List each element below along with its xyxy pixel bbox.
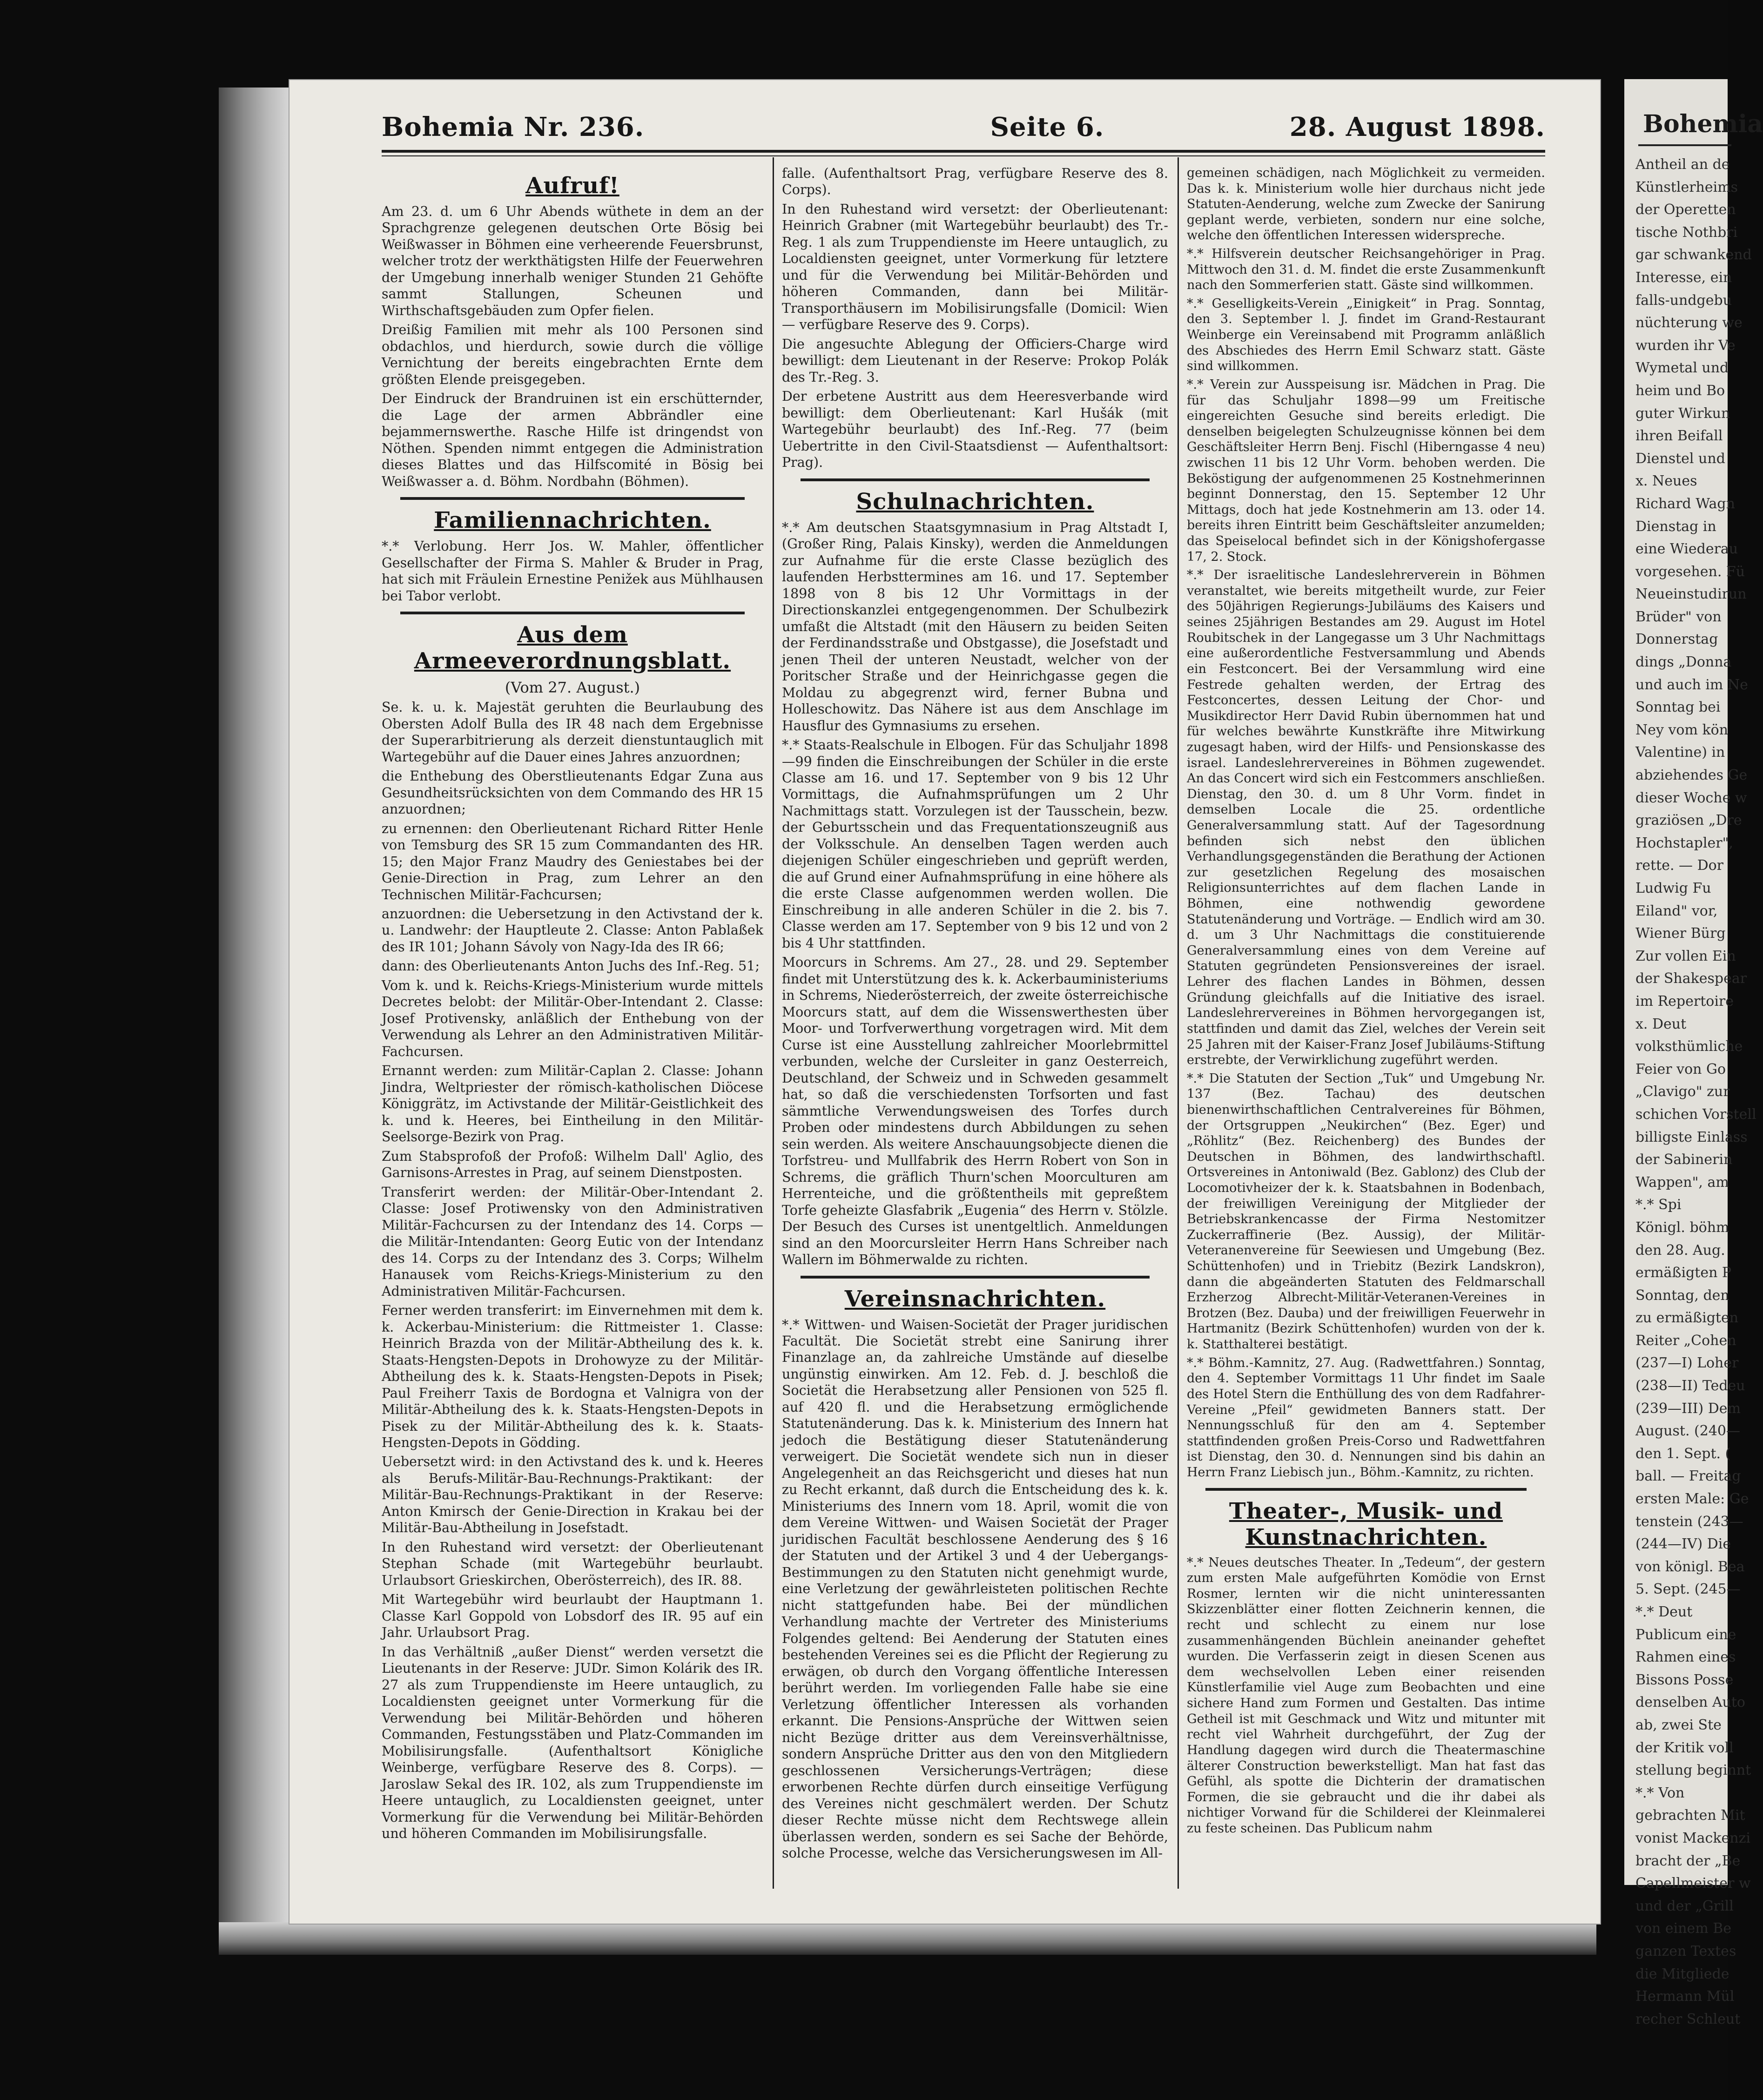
- article-paragraph: *.* Wittwen- und Waisen-Societät der Prager juridischen Facultät. Die Societät strebt eine Sanirung ihrer Finanzlage an, da zahlreiche Umstände auf dieselbe ungünstig einwirken. Am 12. Feb. d. J. beschloß die Societät die Herabsetzung aller Pensionen von 525 fl. auf 420 fl. und die Herabsetzung ermöglichende Statutenänderung. Das k. k. Ministerium des Innern hat jedoch die Bestätigung dieser Statutenänderung verweigert. Die Societät wendete sich nun in dieser Angelegenheit an das Reichsgericht und dieses hat nun zu Recht erkannt, daß durch die Entscheidung des k. k. Ministeriums des Innern vom 18. April, womit die von dem Vereine Wittwen- und Waisen Societät der Prager juridischen Facultät beschlossene Aenderung des § 16 der Statuten und der Artikel 3 und 4 der Uebergangs-Bestimmungen zu den Statuten nicht genehmigt wurde, eine Verletzung der gewährleisteten politischen Rechte nicht stattgefunden habe. Bei der mündlichen Verhandlung machte der Vertreter des Ministeriums Folgendes geltend: Bei Aenderung der Statuten eines bestehenden Vereines sei es die Pflicht der Regierung zu erwägen, ob durch den Vorgang öffentliche Interessen berührt werden. Im vorliegenden Falle habe sie eine Verletzung öffentlicher Interessen als vorhanden erkannt. Die Pensions-Ansprüche der Wittwen seien nicht Bezüge dritter aus dem Vereinsverhältnisse, sondern Ansprüche Dritter aus den von den Mitgliedern geschlossenen Versicherungs-Verträgen; diese erworbenen Rechte dürfen durch einseitige Verfügung des Vereines nicht geschmälert werden. Der Schutz dieser Rechte müsse nicht dem Rechtswege allein überlassen werden, sondern es sei Sache der Behörde, solche Processe, welche das Versicherungswesen im All-: [782, 1317, 1168, 1861]
- next-page-text-line: der Kritik voll: [1635, 1739, 1734, 1756]
- section-heading-theater: Theater-, Musik- und Kunstnachrichten.: [1229, 1498, 1503, 1550]
- next-page-text-line: Ludwig Fu: [1635, 880, 1711, 896]
- next-page-text-line: nüchterung we: [1635, 315, 1743, 331]
- next-page-text-line: Dienstag in: [1635, 518, 1716, 535]
- next-page-text-line: x. Neues: [1635, 473, 1697, 490]
- article-paragraph: *.* Der israelitische Landeslehrerverein in Böhmen veranstaltet, wie bereits mitgetheilt wurde, zur Feier des 50jährigen Regierungs-Jubiläums des Kaisers und seines 25jährigen Bestandes am 29. August im Hotel Roubitschek in der Langegasse um 3 Uhr Nachmittags eine außerordentliche Festversammlung und Abends ein Festconcert. Bei der Versammlung wird eine Festrede gehalten werden, der Ertrag des Festconcertes, dessen Leitung der Chor- und Musikdirector Herr David Rubin übernommen hat und für welches bewährte Kunstkräfte ihre Mitwirkung zugesagt haben, wird der Hilfs- und Pensionskasse des israel. Landeslehrervereines in Böhmen zugewendet. An das Concert wird sich ein Festcommers anschließen. Dienstag, den 30. d. um 8 Uhr Vorm. findet in demselben Locale die 25. ordentliche Generalversammlung statt. Auf der Tagesordnung befinden sich nebst den üblichen Verhandlungsgegenständen die Berathung der Actionen zur gesetzlichen Regelung des mosaischen Religionsunterrichtes auf dem flachen Lande in Böhmen, eine nothwendig gewordene Statutenänderung und Vorträge. — Endlich wird am 30. d. um 3 Uhr Nachmittags die constituierende Generalversammlung eines von dem Vereine auf Statuten gegründeten Pensionsvereines der israel. Lehrer des flachen Landes in Böhmen, dessen Gründung gleichfalls auf die Initiative des israel. Landeslehrervereines in Böhmen hervorgegangen ist, stattfinden und damit das Ziel, welches der Verein seit 25 Jahren mit der Kaiser-Franz Josef Jubiläums-Stiftung erstrebte, der Verwirklichung zugeführt werden.: [1187, 568, 1546, 1068]
- page-number: Seite 6.: [990, 112, 1104, 142]
- section-heading-familiennachrichten: Familiennachrichten.: [434, 507, 711, 534]
- article-paragraph: Uebersetzt wird: in den Activstand des k. und k. Heeres als Berufs-Militär-Bau-Rechnungs-Praktikant: der Militär-Bau-Rechnungs-Praktikant in der Reserve: Anton Kmirsch der Genie-Direction in Krakau bei der Militär-Bau-Abtheilung in Josefstadt.: [382, 1454, 763, 1536]
- next-page-text-line: Sonntag bei: [1635, 699, 1721, 716]
- article-paragraph: die Enthebung des Oberstlieutenants Edgar Zuna aus Gesundheitsrücksichten von dem Commando des HR 15 anzuordnen;: [382, 768, 763, 817]
- article-paragraph: Ernannt werden: zum Militär-Caplan 2. Classe: Johann Jindra, Weltpriester der römisch-katholischen Diöcese Königgrätz, im Activstande der Militär-Geistlichkeit des k. und k. Heeres, bei Eintheilung in den Militär-Seelsorge-Bezirk von Prag.: [382, 1063, 763, 1145]
- next-page-text-line: (237—I) Loher: [1635, 1355, 1739, 1372]
- section-heading-aufruf: Aufruf!: [525, 173, 619, 199]
- article-paragraph: Moorcurs in Schrems. Am 27., 28. und 29. September findet mit Unterstützung des k. k. Ackerbauministeriums in Schrems, Niederösterreich, der zweite österreichische Moorcurs statt, auf dem die Wissenswerthesten über Moor- und Torfverwerthung vorgetragen wird. Mit dem Curse ist eine Ausstellung zahlreicher Moorlebrmittel verbunden, welche der Cursleiter in ganz Oesterreich, Deutschland, der Schweiz und in Schweden gesammelt hat, so daß die verschiedensten Torfsorten und fast sämmtliche Verwendungsweisen des Torfes durch Proben oder mindestens durch Abbildungen zu sehen sein werden. Als weitere Anschauungsobjecte dienen die Torfstreu- und Mullfabrik des Herrn Robert von Son in Schrems, die gräflich Thurn'schen Moorculturen am Herrenteiche, und die größtentheils mit gepreßtem Torfe geheizte Glasfabrik „Eugenia“ des Herrn v. Stölzle. Der Besuch des Curses ist unentgeltlich. Anmeldungen sind an den Moorcursleiter Herrn Hans Schreiber nach Wallern im Böhmerwalde zu richten.: [782, 955, 1168, 1268]
- next-page-text-line: falls-undgebu: [1635, 292, 1732, 309]
- next-page-text-line: graziösen „Dre: [1635, 812, 1742, 829]
- article-paragraph: *.* Neues deutsches Theater. In „Tedeum“, der gestern zum ersten Male aufgeführten Komödie von Ernst Rosmer, lernten wir die nicht uninteressanten Skizzenblätter einer flotten Zeichnerin kennen, die recht und schlecht zu einem nur lose zusammenhängenden Büchlein aneinander geheftet wurden. Die Verfasserin zeigt in diesen Scenen aus dem wechselvollen Leben einer reisenden Künstlerfamilie viel Auge zum Beobachten und eine sichere Hand zum Formen und Gestalten. Das intime Getheil ist mit Geschmack und Witz und mitunter mit recht viel Wahrheit durchgeführt, der Zug der Handlung dagegen wird durch die Theatermaschine älterer Construction bewerkstelligt. Man hat fast das Gefühl, als spotte die Dichterin der dramatischen Formen, die sie gebraucht und die ihr dabei als nichtiger Vorwand für die Schilderei der Kleinmalerei zu feste scheinen. Das Publicum nahm: [1187, 1555, 1545, 1836]
- article-paragraph: *.* Am deutschen Staatsgymnasium in Prag Altstadt I, (Großer Ring, Palais Kinsky), werden die Anmeldungen zur Aufnahme für die erste Classe bezüglich des laufenden Herbsttermines am 16. und 17. September 1898 von 8 bis 12 Uhr Vormittags in der Directionskanzlei entgegengenommen. Der Schulbezirk umfaßt die Altstadt (mit den Häusern zu beiden Seiten der Ferdinandsstraße und Obstgasse), die Josefstadt und jenen Theil der unteren Neustadt, welcher von der Poritscher Straße und der Heinrichgasse gegen die Moldau zu abgegrenzt wird, ferner Bubna und Holleschowitz. Das Nähere ist aus dem Anschlage im Hausflur des Gymnasiums zu ersehen.: [782, 519, 1168, 734]
- next-page-text-line: Richard Wagn: [1635, 495, 1735, 512]
- next-page-text-line: billigste Einlass: [1635, 1129, 1748, 1145]
- next-page-text-line: Rahmen eines: [1635, 1649, 1736, 1666]
- next-page-text-line: x. Deut: [1635, 1016, 1687, 1032]
- column-1: [382, 165, 763, 1845]
- header-rule: [1638, 144, 1731, 146]
- header-rule: [382, 150, 1545, 153]
- next-page-text-line: ab, zwei Ste: [1635, 1716, 1722, 1733]
- next-page-text-line: 5. Sept. (245—: [1635, 1581, 1741, 1598]
- next-page-text-line: *.* Von: [1635, 1784, 1685, 1801]
- next-page-text-line: ball. — Freitag: [1635, 1468, 1741, 1485]
- article-paragraph: Se. k. u. k. Majestät geruhten die Beurlaubung des Obersten Adolf Bulla des IR 48 nach dem Ergebnisse der Superarbitrierung als derzeit dienstuntauglich mit Wartegebühr auf die Dauer eines Jahres anzuordnen;: [382, 700, 763, 765]
- article-paragraph: Vom k. und k. Reichs-Kriegs-Ministerium wurde mittels Decretes belobt: der Militär-Ober-Intendant 2. Classe: Josef Protivensky, anläßlich der Enthebung von der Verwendung als Lehrer an den Administrativen Militär-Fachcursen.: [382, 977, 763, 1059]
- next-page-text-line: ganzen Textes: [1635, 1943, 1736, 1959]
- section-divider: [400, 612, 745, 614]
- next-page-text-line: Bissons Posse: [1635, 1671, 1734, 1688]
- article-paragraph: In den Ruhestand wird versetzt: der Oberlieutenant Stephan Schade (mit Wartegebühr beurlaubt. Urlaubsort Grieskirchen, Oberösterreich), des IR. 88.: [382, 1539, 763, 1588]
- section-heading-schulnachrichten: Schulnachrichten.: [856, 488, 1094, 515]
- next-page-text-line: Publicum eine: [1635, 1626, 1736, 1643]
- article-paragraph: *.* Hilfsverein deutscher Reichsangehöriger in Prag. Mittwoch den 31. d. M. findet die erste Zusammenkunft nach den Sommerferien statt. Gäste sind willkommen.: [1187, 247, 1545, 293]
- next-page-text-column: [1635, 154, 1756, 2031]
- next-page-text-line: Künstlerheims: [1635, 179, 1738, 195]
- next-page-text-line: der Operetten: [1635, 202, 1736, 218]
- next-page-text-line: die Mitgliede: [1635, 1965, 1729, 1982]
- article-paragraph: anzuordnen: die Uebersetzung in den Activstand der k. u. Landwehr: der Hauptleute 2. Classe: Anton Pablaßek des IR 101; Johann Sávoly von Nagy-Ida des IR 66;: [382, 906, 763, 955]
- next-page-text-line: stellung beginnt: [1635, 1762, 1751, 1779]
- article-paragraph: Am 23. d. um 6 Uhr Abends wüthete in dem an der Sprachgrenze gelegenen deutschen Orte Bösig bei Weißwasser in Böhmen eine verheerende Feuersbrunst, welcher trotz der werkthätigsten Hilfe der Feuerwehren der Umgebung innerhalb weniger Stunden 21 Gehöfte sammt Stallungen, Scheunen und Wirthschaftsgebäuden zum Opfer fielen.: [382, 204, 763, 318]
- next-page-text-line: schichen Vorstell: [1635, 1106, 1756, 1123]
- newspaper-page: [289, 79, 1601, 1925]
- next-page-text-line: tische Nothbri: [1635, 224, 1738, 241]
- issue-date: 28. August 1898.: [1289, 112, 1545, 142]
- next-page-text-line: ihren Beifall: [1635, 428, 1723, 444]
- next-page-text-line: heim und Bo: [1635, 382, 1725, 399]
- next-page-text-line: vonist Mackenzi: [1635, 1830, 1750, 1846]
- section-divider: [801, 1276, 1150, 1279]
- next-page-text-line: dings „Donna: [1635, 654, 1732, 671]
- section-divider: [1205, 1488, 1527, 1491]
- next-page-text-line: Zur vollen Ein: [1635, 948, 1736, 964]
- section-heading-vereinsnachrichten: Vereinsnachrichten.: [844, 1286, 1106, 1312]
- next-page-text-line: eine Wiederau: [1635, 541, 1738, 558]
- next-page-text-line: *.* Spi: [1635, 1197, 1682, 1213]
- article-paragraph: Dreißig Familien mit mehr als 100 Personen sind obdachlos, und hierdurch, sowie durch die völlige Vernichtung der bereits eingebrachten Ernte dem größten Elende preisgegeben.: [382, 322, 763, 387]
- column-rule: [1178, 157, 1179, 1889]
- next-page-text-line: und auch im Ne: [1635, 676, 1748, 693]
- article-paragraph: *.* Staats-Realschule in Elbogen. Für das Schuljahr 1898—99 finden die Einschreibungen der Schüler in die erste Classe am 16. und 17. September von 9 bis 12 Uhr Vormittags, die Aufnahmsprüfungen um 2 Uhr Nachmittags statt. Vorzulegen ist der Tausschein, bezw. der Geburtsschein und das Frequentationszeugniß aus der Volksschule. An denselben Tagen werden auch diejenigen Schüler eingeschrieben und geprüft werden, die auf Grund einer Aufnahmsprüfung in eine höhere als die erste Classe aufgenommen werden wollen. Die Einschreibung in alle anderen Schüler in die 2. bis 7. Classe werden am 17. September von 9 bis 12 und von 2 bis 4 Uhr stattfinden.: [782, 737, 1168, 951]
- next-page-text-line: Capellmeister w: [1635, 1875, 1751, 1892]
- section-divider: [400, 497, 745, 500]
- next-page-masthead: Bohemia: [1643, 110, 1763, 138]
- next-page-text-line: Feier von Go: [1635, 1061, 1726, 1077]
- next-page-text-line: Hermann Mül: [1635, 1988, 1735, 2005]
- next-page-text-line: der Sabinerin: [1635, 1151, 1733, 1168]
- next-page-text-line: Hochstapler",: [1635, 835, 1733, 851]
- next-page-text-line: Neueinstudirun: [1635, 586, 1747, 603]
- next-page-text-line: vorgesehen. Fü: [1635, 563, 1745, 580]
- section-divider: [801, 478, 1150, 481]
- article-paragraph: Die angesuchte Ablegung der Officiers-Charge wird bewilligt: dem Lieutenant in der Reserve: Prokop Polák des Tr.-Reg. 3.: [782, 336, 1168, 385]
- next-page-text-line: Brüder" von: [1635, 608, 1722, 625]
- next-page-text-line: August. (240—: [1635, 1423, 1740, 1440]
- next-page-text-line: zu ermäßigten: [1635, 1310, 1739, 1326]
- next-page-text-line: Sonntag, den: [1635, 1287, 1729, 1304]
- next-page-text-line: gebrachten Mit: [1635, 1807, 1745, 1824]
- next-page-text-line: den 1. Sept. (: [1635, 1445, 1731, 1462]
- article-paragraph: Der erbetene Austritt aus dem Heeresverbande wird bewilligt: dem Oberlieutenant: Karl Hušák (mit Wartegebühr beurlaubt) des Inf.-Reg. 77 (beim Uebertritte in den Civil-Staatsdienst — Aufenthaltsort: Prag).: [782, 389, 1168, 471]
- next-page-text-line: im Repertoire: [1635, 993, 1734, 1010]
- next-page-text-line: Königl. böhm: [1635, 1219, 1729, 1236]
- section-heading-armeeverordnungsblatt: Aus dem Armeeverordnungsblatt.: [414, 622, 731, 674]
- next-page-text-line: tenstein (243—: [1635, 1513, 1743, 1530]
- next-page-text-line: Wappen", am: [1635, 1174, 1729, 1191]
- next-page-text-line: Eiland" vor,: [1635, 902, 1718, 919]
- next-page-text-line: volksthümliche: [1635, 1038, 1743, 1055]
- next-page-text-line: rette. — Dor: [1635, 857, 1724, 874]
- next-page-text-line: Valentine) in: [1635, 744, 1725, 761]
- next-page-text-line: dieser Woche w: [1635, 789, 1747, 806]
- next-page-text-line: guter Wirkun: [1635, 405, 1730, 422]
- next-page-text-line: (238—II) Tedeu: [1635, 1378, 1745, 1394]
- next-page-text-line: Wymetal und: [1635, 360, 1729, 377]
- next-page-text-line: Donnerstag: [1635, 631, 1718, 648]
- next-page-text-line: gar schwankend: [1635, 247, 1752, 263]
- next-page-text-line: Ney vom kön: [1635, 721, 1729, 738]
- next-page-text-line: ermäßigten P: [1635, 1265, 1732, 1281]
- masthead-title: Bohemia Nr. 236.: [382, 112, 645, 142]
- article-paragraph: zu ernennen: den Oberlieutenant Richard Ritter Henle von Temsburg des SR 15 zum Commandanten des HR. 15; den Major Franz Maudry des Geniestabes bei der Genie-Direction in Prag, zum Lehrer an den Technischen Militär-Fachcursen;: [382, 821, 763, 902]
- next-page-text-line: Wiener Bürg: [1635, 925, 1726, 942]
- next-page-text-line: Interesse, ein: [1635, 269, 1732, 286]
- next-page-text-line: von einem Be: [1635, 1920, 1732, 1937]
- next-page-text-line: denselben Auto: [1635, 1694, 1745, 1711]
- article-paragraph: *.* Böhm.-Kamnitz, 27. Aug. (Radwettfahren.) Sonntag, den 4. September Vormittags 11 Uhr findet im Saale des Hotel Stern die Enthüllung des von dem Radfahrer-Vereine „Pfeil“ gewidmeten Banners statt. Der Nennungsschluß für den am 4. September stattfindenden großen Preis-Corso und Radwettfahren ist Dienstag, den 30. d. Nennungen sind bis dahin an Herrn Franz Liebisch jun., Böhm.-Kamnitz, zu richten.: [1187, 1355, 1545, 1480]
- column-rule: [773, 157, 774, 1889]
- section-subheading: (Vom 27. August.): [505, 679, 640, 697]
- next-page-text-line: recher Schleut: [1635, 2011, 1741, 2027]
- article-paragraph: In das Verhältniß „außer Dienst“ werden versetzt die Lieutenants in der Reserve: JUDr. Simon Kolárik des IR. 27 als zum Truppendienste im Heere untauglich, zu Localdiensten geeignet unter Vormerkung für die Verwendung bei Militär-Behörden und höheren Commanden, Festungsstäben und Platz-Commanden im Mobilisirungsfalle. (Aufenthaltsort Königliche Weinberge, verfügbare Reserve des 8. Corps). — Jaroslaw Sekal des IR. 102, als zum Truppendienste im Heere untauglich, zu Localdiensten geeignet, unter Vormerkung für die Verwendung bei Militär-Behörden und höheren Commanden im Mobilisirungsfalle.: [382, 1644, 763, 1842]
- article-paragraph: Transferirt werden: der Militär-Ober-Intendant 2. Classe: Josef Protiwensky von den Administrativen Militär-Fachcursen zu der Intendanz des 14. Corps — die Militär-Intendanten: Georg Eutic von der Intendanz des 14. Corps zu der Intendanz des 3. Corps; Wilhelm Hanausek vom Reichs-Kriegs-Ministerium zu den Administrativen Militär-Fachcursen.: [382, 1184, 763, 1299]
- article-paragraph: In den Ruhestand wird versetzt: der Oberlieutenant: Heinrich Grabner (mit Wartegebühr beurlaubt) des Tr.-Reg. 1 als zum Truppendienste im Heere untauglich, zu Localdiensten geeignet, unter Vormerkung für letztere und für die Verwendung bei Militär-Behörden und höheren Commanden, dann bei Militär-Transporthäusern im Mobilisirungsfalle (Domicil: Wien — verfügbare Reserve des 9. Corps).: [782, 201, 1168, 333]
- next-page-text-line: ersten Male: Ge: [1635, 1491, 1749, 1508]
- article-paragraph: Der Eindruck der Brandruinen ist ein erschütternder, die Lage der armen Abbrändler eine bejammernswerthe. Rasche Hilfe ist dringendst von Nöthen. Spenden nimmt entgegen die Administration dieses Blattes und das Hilfscomité in Bösig bei Weißwasser a. d. Böhm. Nordbahn (Böhmen).: [382, 391, 763, 489]
- next-page-fragment: [1624, 79, 1763, 2027]
- article-paragraph: *.* Verlobung. Herr Jos. W. Mahler, öffentlicher Gesellschafter der Firma S. Mahler & Bruder in Prag, hat sich mit Fräulein Ernestine Penižek aus Mühlhausen bei Tabor verlobt.: [382, 538, 763, 604]
- article-paragraph: *.* Verein zur Ausspeisung isr. Mädchen in Prag. Die für das Schuljahr 1898—99 um Freitische eingereichten Gesuche sind bereits erledigt. Die denselben beigelegten Schulzeugnisse können bei dem Geschäftsleiter Herrn Benj. Fischl (Hiberngasse 4 neu) zwischen 11 bis 12 Uhr Vorm. behoben werden. Die Beköstigung der aufgenommenen 25 Kostnehmerinnen beginnt Donnerstag, den 15. September 12 Uhr Mittags, doch hat jede Kostnehmerin am 13. oder 14. bereits ihren Eintritt beim Geschäftsleiter anzumelden; das Speiselocal befindet sich in der Königshofergasse 17, 2. Stock.: [1187, 377, 1545, 564]
- article-paragraph: *.* Die Statuten der Section „Tuk“ und Umgebung Nr. 137 (Bez. Tachau) des deutschen bienenwirthschaftlichen Centralvereines für Böhmen, der Ortsgruppen „Neukirchen“ (Bez. Eger) und „Röhlitz“ (Bez. Reichenberg) des Bundes der Deutschen in Böhmen, des landwirthschaftl. Ortsvereines in Antoniwald (Bez. Gablonz) des Club der Locomotivheizer der k. k. Staatsbahnen in Bodenbach, der freiwilligen Vereinigung der Mitglieder der Betriebskrankencasse der Firma Nestomitzer Zuckerraffinerie (Bez. Aussig), der Militär-Veteranenvereine für Seewiesen und Umgebung (Bez. Schüttenhofen) und in Triebitz (Bezirk Landskron), dann die abgeänderten Statuten des Feldmarschall Erzherzog Albrecht-Militär-Veteranen-Vereines in Brotzen (Bez. Dauba) und der freiwilligen Feuerwehr in Hartmanitz (Bezirk Schüttenhofen) wurden von der k. k. Statthalterei bestätigt.: [1187, 1071, 1545, 1352]
- article-paragraph: Mit Wartegebühr wird beurlaubt der Hauptmann 1. Classe Karl Goppold von Lobsdorf des IR. 95 auf ein Jahr. Urlaubsort Prag.: [382, 1592, 763, 1641]
- next-page-text-line: von königl. Bea: [1635, 1558, 1745, 1575]
- article-paragraph: Zum Stabsprofoß der Profoß: Wilhelm Dall' Aglio, des Garnisons-Arrestes in Prag, auf seinem Dienstposten.: [382, 1148, 763, 1181]
- next-page-text-line: *.* Deut: [1635, 1604, 1693, 1620]
- next-page-text-line: (239—III) Dem: [1635, 1400, 1741, 1417]
- column-2: [782, 165, 1168, 1864]
- header-rule-thin: [382, 155, 1545, 156]
- next-page-text-line: der Shakespear: [1635, 970, 1747, 987]
- article-paragraph: gemeinen schädigen, nach Möglichkeit zu vermeiden. Das k. k. Ministerium wolle hier durchaus nicht jede Statuten-Aenderung, welche zum Zwecke der Sanirung geplant werde, verbieten, sondern nur eine solche, welche den öffentlichen Interessen widerspreche.: [1187, 166, 1545, 243]
- next-page-text-line: Reiter „Cohen: [1635, 1332, 1736, 1349]
- article-paragraph: dann: des Oberlieutenants Anton Juchs des Inf.-Reg. 51;: [382, 958, 760, 974]
- next-page-text-line: Antheil an de: [1635, 156, 1730, 173]
- next-page-text-line: abziehendes Ge: [1635, 767, 1748, 784]
- article-paragraph: Ferner werden transferirt: im Einvernehmen mit dem k. k. Ackerbau-Ministerium: die Rittmeister 1. Classe: Heinrich Brazda von der Militär-Abtheilung des k. k. Staats-Hengsten-Depots in Drohowyze zu der Militär-Abtheilung des k. k. Staats-Hengsten-Depots in Pisek; Paul Freiherr Taxis de Bordogna et Valnigra von der Militär-Abtheilung des k. k. Staats-Hengsten-Depots in Pisek zu der Militär-Abtheilung des k. k. Staats-Hengsten-Depots in Gödding.: [382, 1303, 763, 1450]
- article-paragraph: falle. (Aufenthaltsort Prag, verfügbare Reserve des 8. Corps).: [782, 166, 1168, 198]
- next-page-text-line: den 28. Aug.: [1635, 1242, 1725, 1259]
- next-page-text-line: (244—IV) Die: [1635, 1536, 1731, 1553]
- column-3: [1187, 165, 1545, 1839]
- page-stack-edge: [219, 88, 289, 1926]
- article-paragraph: *.* Geselligkeits-Verein „Einigkeit“ in Prag. Sonntag, den 3. September l. J. findet im Grand-Restaurant Weinberge ein Vereinsabend mit Programm anläßlich des Abschiedes des Herrn Emil Schwarz statt. Gäste sind willkommen.: [1187, 296, 1545, 374]
- next-page-text-line: wurden ihr Ve: [1635, 337, 1736, 354]
- next-page-text-line: „Clavigo" zur: [1635, 1084, 1730, 1100]
- next-page-text-line: und der „Grill: [1635, 1898, 1734, 1914]
- next-page-text-line: Dienstel und: [1635, 450, 1725, 467]
- next-page-text-line: bracht der „Be: [1635, 1852, 1741, 1869]
- page-bottom-edge: [219, 1922, 1596, 1955]
